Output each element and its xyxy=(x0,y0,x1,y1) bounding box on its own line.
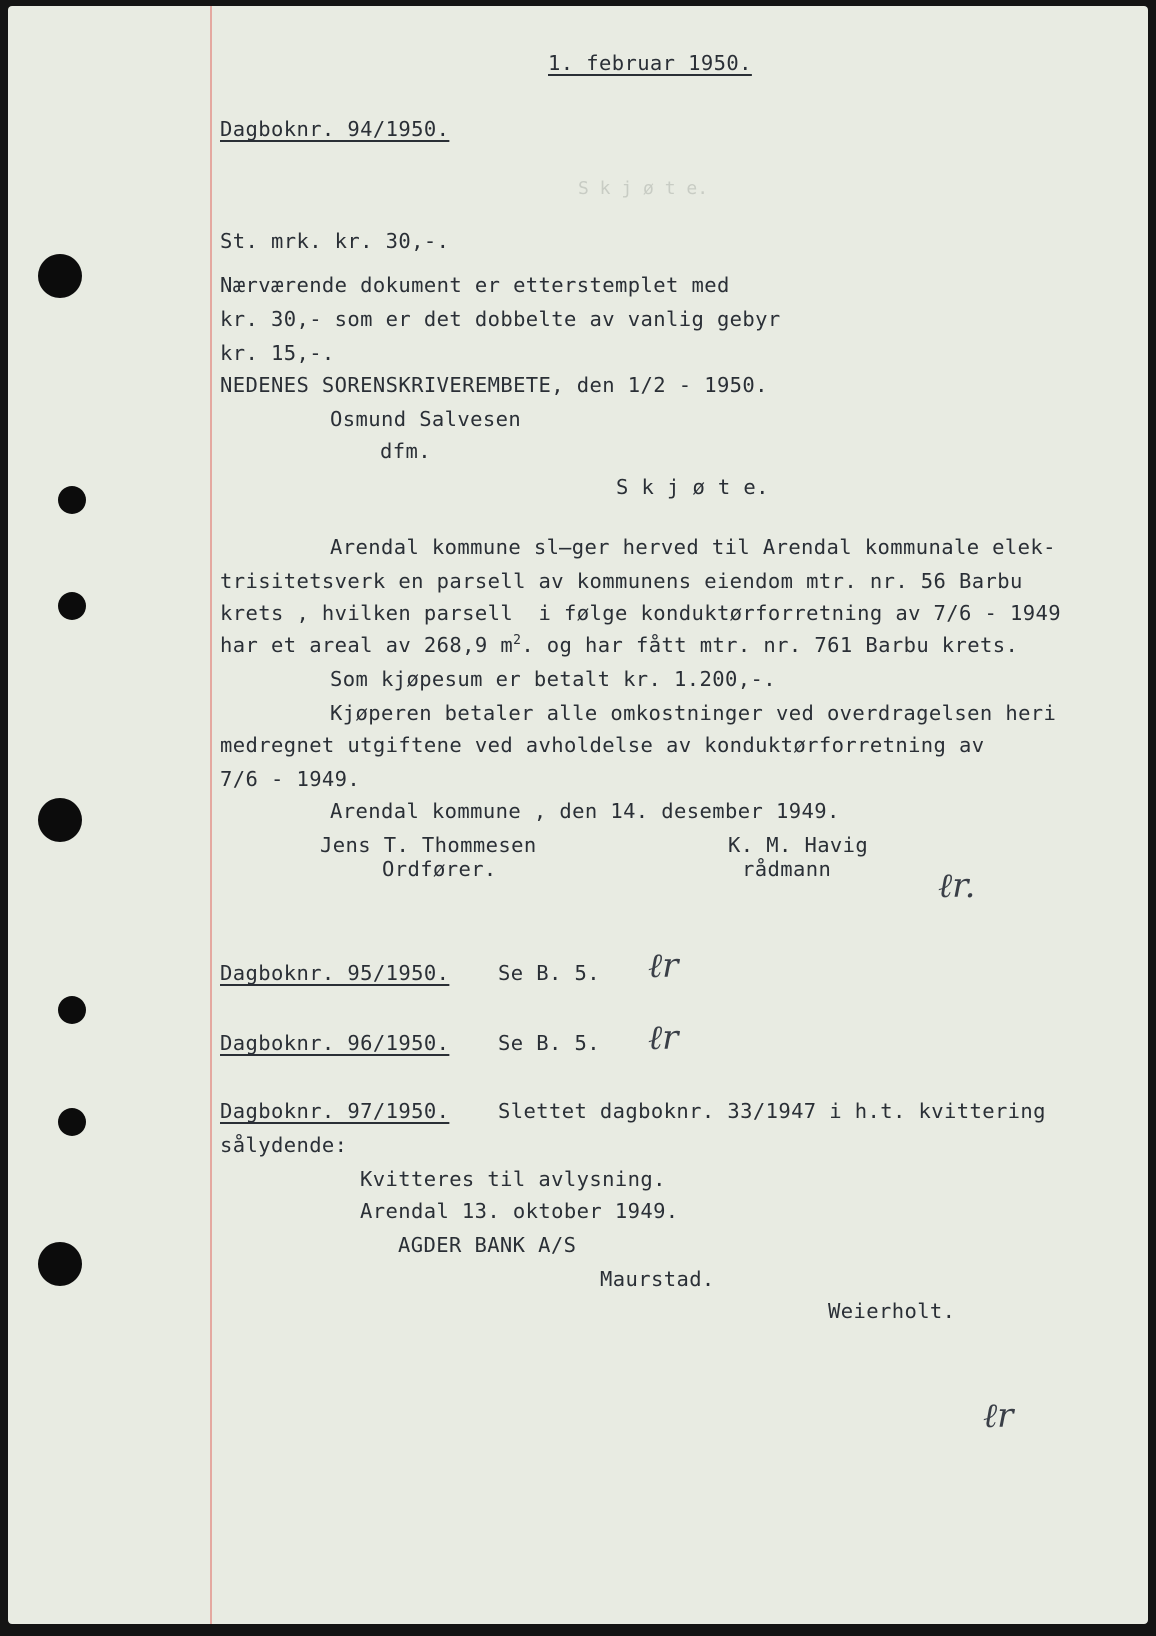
handwritten-initials: ℓr. xyxy=(938,866,976,906)
receipt-line: Kvitteres til avlysning. xyxy=(360,1167,666,1191)
entry-97-title: Dagboknr. 97/1950. xyxy=(220,1099,450,1123)
area-text-rest: . og har fått mtr. nr. 761 Barbu krets. xyxy=(521,633,1019,657)
costs-line: medregnet utgiftene ved avholdelse av konduktørforretning av xyxy=(220,733,985,757)
officer-title: dfm. xyxy=(380,439,431,463)
document-heading: S k j ø t e. xyxy=(616,475,769,499)
punch-hole xyxy=(38,254,82,298)
entry-95-ref: Se B. 5. xyxy=(498,961,600,985)
bank-signer: Maurstad. xyxy=(600,1267,715,1291)
signer-title: Ordfører. xyxy=(382,857,497,881)
entry-97-text: Slettet dagboknr. 33/1947 i h.t. kvittering xyxy=(498,1099,1046,1123)
body-line: krets , hvilken parsell i følge konduktørforretning av 7/6 - 1949 xyxy=(220,601,1061,625)
body-line xyxy=(220,632,1018,658)
costs-line: 7/6 - 1949. xyxy=(220,767,361,791)
body-line: trisitetsverk en parsell av kommunens eiendom mtr. nr. 56 Barbu xyxy=(220,569,1023,593)
signer-name: Jens T. Thommesen xyxy=(320,833,537,857)
bank-name: AGDER BANK A/S xyxy=(398,1233,577,1257)
entry-94-title: Dagboknr. 94/1950. xyxy=(220,117,450,141)
handwritten-initials: ℓr xyxy=(648,946,679,986)
area-superscript: 2 xyxy=(513,633,522,649)
office-line: NEDENES SORENSKRIVEREMBETE, den 1/2 - 1950. xyxy=(220,373,768,397)
punch-hole xyxy=(58,592,86,620)
show-through: S k j ø t e. xyxy=(578,178,709,199)
margin-line xyxy=(210,6,212,1624)
officer-name: Osmund Salvesen xyxy=(330,407,522,431)
stamp-fee: St. mrk. kr. 30,-. xyxy=(220,229,450,253)
entry-96-title: Dagboknr. 96/1950. xyxy=(220,1031,450,1055)
signer-title: rådmann xyxy=(742,857,832,881)
entry-95-title: Dagboknr. 95/1950. xyxy=(220,961,450,985)
area-text: har et areal av 268,9 m xyxy=(220,633,514,657)
note-line: Nærværende dokument er etterstemplet med xyxy=(220,273,730,297)
signer-name: K. M. Havig xyxy=(728,833,869,857)
handwritten-initials: ℓr xyxy=(983,1396,1014,1436)
note-line: kr. 30,- som er det dobbelte av vanlig gebyr xyxy=(220,307,781,331)
costs-line: Kjøperen betaler alle omkostninger ved overdragelsen heri xyxy=(330,701,1057,725)
punch-hole xyxy=(38,798,82,842)
page-date: 1. februar 1950. xyxy=(548,51,752,75)
document-page xyxy=(8,6,1148,1624)
punch-hole xyxy=(58,486,86,514)
punch-hole xyxy=(58,996,86,1024)
punch-hole xyxy=(58,1108,86,1136)
receipt-line: Arendal 13. oktober 1949. xyxy=(360,1199,679,1223)
price-line: Som kjøpesum er betalt kr. 1.200,-. xyxy=(330,667,776,691)
note-line: kr. 15,-. xyxy=(220,341,335,365)
punch-hole xyxy=(38,1242,82,1286)
place-date: Arendal kommune , den 14. desember 1949. xyxy=(330,799,840,823)
body-line: Arendal kommune sl̶ger herved til Arendal kommunale elek- xyxy=(330,535,1056,559)
bank-signer: Weierholt. xyxy=(828,1299,956,1323)
handwritten-initials: ℓr xyxy=(648,1018,679,1058)
entry-97-text: sålydende: xyxy=(220,1133,348,1157)
entry-96-ref: Se B. 5. xyxy=(498,1031,600,1055)
